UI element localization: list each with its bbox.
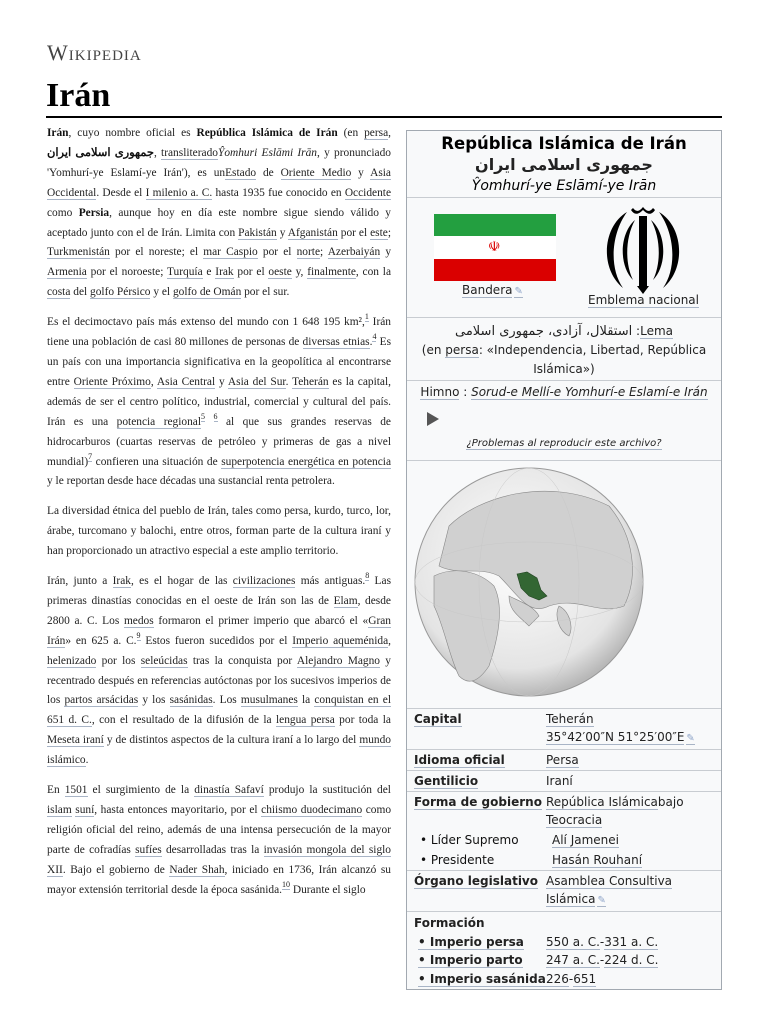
link-diversas-etnias[interactable]: diversas etnias (302, 336, 370, 349)
text: En (47, 784, 65, 797)
text: (en (337, 127, 365, 139)
infobox-row-capital (407, 709, 721, 750)
infobox-row-government (407, 792, 721, 830)
transliteration: Ŷomhuri Eslāmi Irān (217, 146, 317, 159)
link-pakistan[interactable]: Pakistán (238, 226, 277, 239)
reference-5[interactable]: 5 (201, 411, 206, 421)
text: hasta 1935 fue conocido en (212, 186, 345, 199)
link-conquista-651[interactable]: conquistan en el 651 d. C. (47, 694, 391, 727)
link-partos-arsacidas[interactable]: partos arsácidas (64, 694, 139, 707)
label-presidente[interactable]: • Presidente (420, 853, 495, 867)
link-turkmenistan[interactable]: Turkmenistán (47, 246, 110, 259)
text: . Bajo el gobierno de (62, 863, 170, 876)
text: Es un país con una importancia significativa en la geopolítica al encontrarse entre (47, 336, 392, 388)
text: , es el hogar de las (130, 575, 233, 588)
orthographic-map-image[interactable] (409, 466, 649, 698)
article-body (47, 124, 391, 911)
infobox-row-supreme-leader (407, 830, 721, 850)
text: Las primeras dinastías conocidas en el oeste de Irán son las de (47, 575, 392, 607)
edit-pencil-icon[interactable]: ✎ (597, 895, 606, 906)
link-lengua-persa[interactable]: lengua persa (275, 714, 335, 727)
link-date-from[interactable]: 550 a. C. (546, 934, 600, 949)
text: por el (337, 226, 371, 239)
link-asamblea-consultiva[interactable]: Asamblea Consultiva (546, 874, 673, 888)
national-anthem: Himno : Sorud-e Mellí-e Yomhurí-e Eslamí-e Irán ¿Problemas al reproducir este archivo? (407, 381, 721, 461)
link-meseta-irani[interactable]: Meseta iraní (47, 734, 104, 747)
link-asia-central[interactable]: Asia Central (156, 375, 216, 388)
link-dinastia-safavi[interactable]: dinastía Safaví (194, 784, 264, 797)
link-este[interactable]: este (370, 226, 388, 239)
link-superpotencia[interactable]: superpotencia energética en potencia (221, 455, 391, 468)
text: e (202, 266, 216, 279)
text: , aunque hoy en día este nombre sigue siendo válido y aceptado junto con el de Irán. Limita con (47, 206, 391, 239)
text: y (380, 246, 392, 259)
link-teocracia[interactable]: Teocracia (546, 813, 603, 827)
emblem-caption (588, 293, 699, 307)
motto-translation: : «Independencia, Libertad, República Islámica») (478, 343, 707, 376)
link-oeste[interactable]: oeste (268, 266, 292, 279)
link-coordinates[interactable]: 35°42′00″N 51°25′00″E (546, 730, 685, 744)
link-date-to[interactable]: 651 (573, 971, 597, 986)
link-mundo-islamico[interactable]: mundo islámico (47, 734, 391, 767)
link-idioma-oficial[interactable]: Idioma oficial (414, 753, 505, 767)
label-lider-supremo[interactable]: • Líder Supremo (420, 833, 519, 847)
text: al que sus grandes reservas de hidrocarburos (cuartas reservas de petróleo y primeras de gas a nivel mundial) (47, 415, 391, 468)
link-teheran[interactable]: Teherán (292, 375, 329, 388)
reference-9[interactable]: 9 (136, 630, 141, 640)
text: bajo (657, 795, 684, 809)
link-forma-de-gobierno[interactable]: Forma de gobierno (414, 795, 542, 809)
link-persa[interactable]: persa (364, 127, 389, 139)
bold-term: República Islámica de Irán (196, 127, 338, 139)
flag-green-stripe (434, 214, 556, 236)
link-oriente-proximo[interactable]: Oriente Próximo (73, 375, 151, 388)
link-islam[interactable]: islam (47, 804, 72, 816)
text: , cuyo nombre oficial es (68, 127, 197, 139)
text: y le reportan desde hace décadas una sustancial renta petrolera. (47, 475, 335, 488)
link-estado[interactable]: Estado (225, 166, 257, 179)
link-irak[interactable]: Irak (112, 575, 131, 588)
infobox-row-demonym (407, 771, 721, 792)
play-audio-button[interactable] (427, 412, 439, 426)
infobox-formation (407, 912, 721, 990)
link-mar-caspio[interactable]: mar Caspio (203, 246, 258, 259)
text: como religión oficial del reino, además de una intensa persecución de la mayor parte de cofradías (47, 804, 392, 856)
text: , con la (355, 266, 392, 279)
flag-red-stripe (434, 259, 556, 281)
formation-row: • Imperio parto 247 a. C.-224 d. C. (418, 953, 659, 967)
infobox-row-president (407, 850, 721, 871)
link-asia-del-sur[interactable]: Asia del Sur (227, 375, 286, 388)
text: y (276, 226, 288, 239)
national-symbols (407, 198, 721, 318)
link-date-from[interactable]: 247 a. C. (546, 953, 600, 967)
link-helenizado[interactable]: helenizado (47, 654, 97, 667)
text: la (297, 694, 315, 707)
paragraph-history (47, 572, 391, 771)
text: produjo la sustitución del (263, 784, 391, 797)
link-finalmente[interactable]: finalmente (307, 266, 356, 279)
text: , y pronunciado 'Yomhurí-ye Eslamí-ye Irán'), es un (47, 146, 391, 179)
reference-4[interactable]: 4 (372, 332, 377, 342)
link-playback-problems[interactable]: ¿Problemas al reproducir este archivo? (466, 438, 662, 449)
paragraph-intro (47, 124, 391, 303)
bold-term: Irán (47, 127, 69, 139)
infobox-title: República Islámica de Irán (441, 134, 687, 153)
text: , iniciado en 1736, Irán alcanzó su mayor extensión territorial desde la época sasánida. (47, 863, 391, 896)
link-milenio[interactable]: I milenio a. C. (145, 186, 213, 199)
link-bandera[interactable]: Bandera (462, 283, 513, 297)
text: Irán tiene una población de casi 80 millones de personas de (47, 316, 391, 349)
text: ; (320, 246, 328, 259)
link-sufies[interactable]: sufíes (135, 843, 162, 856)
text: y los (138, 694, 170, 707)
link-azerbaiyan[interactable]: Azerbaiyán (327, 246, 381, 259)
link-medos[interactable]: medos (123, 614, 154, 627)
link-anthem-name[interactable]: Sorud-e Mellí-e Yomhurí-e Eslamí-e Irán (471, 385, 708, 399)
link-turquia[interactable]: Turquía (166, 266, 203, 279)
text: . Los (212, 694, 241, 707)
link-costa[interactable]: costa (47, 286, 71, 299)
link-imperio-sasanida[interactable]: • Imperio sasánida (418, 971, 546, 986)
text: , con el resultado de la difusión de la (91, 714, 276, 727)
text: por los (96, 654, 141, 667)
demonym-value: Iraní (546, 774, 573, 788)
link-chiismo-duodecimano[interactable]: chiismo duodecimano (261, 804, 363, 816)
link-occidente[interactable]: Occidente (344, 186, 391, 199)
text: , (388, 127, 391, 139)
text: . (85, 754, 89, 767)
link-nader-shah[interactable]: Nader Shah (169, 863, 225, 876)
link-organo-legislativo[interactable]: Órgano legislativo (414, 874, 538, 888)
reference-8[interactable]: 8 (365, 571, 370, 581)
text: del (70, 286, 91, 299)
text: tras la conquista por (187, 654, 297, 667)
paragraph-diversity: La diversidad étnica del pueblo de Irán, tales como persa, kurdo, turco, lor, árabe, turcomano y balochi, entre otros, forman parte de la cultura iraní y han proporcionado un atractivo especial a este amplio territorio. (47, 505, 391, 558)
country-infobox (406, 130, 722, 990)
link-gran-iran[interactable]: Gran Irán (47, 614, 392, 647)
link-armenia[interactable]: Armenia (47, 266, 87, 279)
text: y, (291, 266, 308, 279)
infobox-title-transliteration: Ŷomhurí-ye Eslāmí-ye Irān (471, 178, 657, 194)
persian-name: جمهوری اسلامی ایران (47, 146, 154, 159)
text: , (150, 375, 157, 388)
text: por el noroeste; (86, 266, 167, 279)
edit-pencil-icon[interactable]: ✎ (514, 286, 523, 297)
text: como (47, 206, 79, 219)
text: por el noreste; el (109, 246, 204, 259)
link-date-to[interactable]: 331 a. C. (604, 934, 659, 949)
text: desarrolladas tras la (161, 843, 264, 856)
link-transliterado[interactable]: transliterado (161, 146, 218, 159)
text: Es el decimoctavo país más extenso del mundo con 1 648 195 km², (47, 316, 365, 329)
link-sasanidas[interactable]: sasánidas (169, 694, 213, 707)
formation-row: • Imperio sasánida 226-651 (418, 971, 597, 986)
link-asia-occidental[interactable]: Asia Occidental (47, 166, 391, 199)
link-golfo-oman[interactable]: golfo de Omán (172, 286, 242, 299)
link-imperio-parto[interactable]: • Imperio parto (418, 953, 523, 967)
infobox-row-official-language (407, 750, 721, 771)
text: , (388, 634, 392, 647)
flag-caption (462, 283, 523, 297)
link-asamblea-islamica[interactable]: Islámica (546, 892, 596, 906)
national-emblem-image[interactable] (593, 206, 693, 294)
link-alejandro-magno[interactable]: Alejandro Magno (296, 654, 381, 667)
infobox-header (407, 131, 721, 198)
text: y (215, 375, 228, 388)
link-potencia-regional[interactable]: potencia regional (116, 415, 202, 428)
link-1501[interactable]: 1501 (64, 784, 88, 797)
link-suni[interactable]: suní (75, 804, 95, 816)
reference-10[interactable]: 10 (282, 879, 290, 889)
link-afganistan[interactable]: Afganistán (287, 226, 338, 239)
link-hasan-rouhani[interactable]: Hasán Rouhaní (552, 853, 643, 867)
link-musulmanes[interactable]: musulmanes (240, 694, 298, 707)
text: . (369, 336, 373, 349)
link-imperio-persa[interactable]: • Imperio persa (418, 934, 524, 949)
link-republica-islamica[interactable]: República Islámica (546, 795, 658, 809)
title-divider (46, 116, 722, 118)
link-oriente-medio[interactable]: Oriente Medio (280, 166, 352, 179)
bold-term: Persia (78, 206, 110, 219)
link-irak[interactable]: Irak (215, 266, 234, 279)
link-lema[interactable]: Lema (640, 324, 673, 338)
text: es la capital, además de ser el centro político, industrial, comercial y cultural del país. Irán es una (47, 375, 391, 428)
link-teheran[interactable]: Teherán (546, 712, 594, 726)
text: , hasta entonces mayoritario, por el (94, 804, 262, 816)
link-ali-jamenei[interactable]: Alí Jamenei (552, 833, 619, 847)
reference-1[interactable]: 1 (364, 312, 369, 322)
link-civilizaciones[interactable]: civilizaciones (232, 575, 296, 588)
text: y el (150, 286, 173, 299)
infobox-title-persian: جمهوری اسلامی ایران (475, 155, 653, 174)
formation-row: • Imperio persa 550 a. C.-331 a. C. (418, 934, 659, 949)
text: de (256, 166, 281, 179)
reference-6[interactable]: 6 (213, 411, 218, 421)
link-elam[interactable]: Elam (333, 594, 358, 607)
text: por el (257, 246, 297, 259)
text: por el (233, 266, 269, 279)
edit-pencil-icon[interactable]: ✎ (686, 733, 695, 744)
text: Durante el siglo (290, 883, 366, 896)
flag-of-iran-image[interactable] (434, 214, 556, 281)
link-date-from[interactable]: 226 (546, 971, 569, 986)
link-persa[interactable]: Persa (546, 753, 579, 767)
text: ; (387, 226, 391, 239)
reference-7[interactable]: 7 (88, 451, 93, 461)
flag-white-stripe (434, 236, 556, 259)
text: . Desde el (96, 186, 146, 199)
text: , desde 2800 a. C. Los (47, 594, 391, 627)
link-imperio-aquemenida[interactable]: Imperio aqueménida (292, 634, 389, 647)
text: por el sur. (241, 286, 290, 299)
text: el surgimiento de la (87, 784, 195, 797)
text: » en 625 a. C. (65, 634, 137, 647)
link-capital[interactable]: Capital (414, 712, 462, 726)
flag-emblem-icon: ☫ (488, 239, 501, 255)
paragraph-safavid (47, 781, 391, 900)
text: y de distintos aspectos de la cultura iraní a lo largo del (103, 734, 360, 747)
text: Estos fueron sucedidos por el (140, 634, 293, 647)
link-persa[interactable]: persa (445, 343, 479, 357)
text: . (285, 375, 293, 388)
national-motto: استقلال، آزادی، جمهوری اسلامی :Lema (en persa: «Independencia, Libertad, República Islámica») (407, 318, 721, 381)
text: y recentrado después en referencias autóctonas por los sucesivos imperios de los (47, 654, 392, 707)
link-himno[interactable]: Himno (420, 385, 460, 399)
link-gentilicio[interactable]: Gentilicio (414, 774, 479, 788)
text: (en (421, 343, 446, 357)
motto-persian: استقلال، آزادی، جمهوری اسلامی (455, 324, 633, 339)
wikipedia-logo[interactable]: Wikipedia (47, 40, 142, 65)
infobox-row-legislature (407, 871, 721, 912)
link-norte[interactable]: norte (296, 246, 320, 259)
link-invasion-mongola[interactable]: invasión mongola del siglo XII (47, 843, 391, 876)
paragraph-geography (47, 313, 391, 492)
location-map[interactable] (407, 461, 721, 709)
text: confieren una situación de (92, 455, 222, 468)
link-emblema-nacional[interactable]: Emblema nacional (588, 293, 699, 307)
text: más antiguas. (295, 575, 366, 588)
text: formaron el primer imperio que abarcó el « (153, 614, 369, 627)
link-golfo-persico[interactable]: golfo Pérsico (90, 286, 151, 299)
link-date-to[interactable]: 224 d. C. (604, 953, 659, 967)
formation-title: Formación (414, 916, 485, 930)
text: Irán, junto a (47, 575, 113, 588)
text: , (153, 146, 162, 159)
link-seleucidas[interactable]: seleúcidas (140, 654, 188, 667)
text: por toda la (334, 714, 391, 727)
text: y (351, 166, 371, 179)
page-title: Irán (46, 77, 111, 114)
